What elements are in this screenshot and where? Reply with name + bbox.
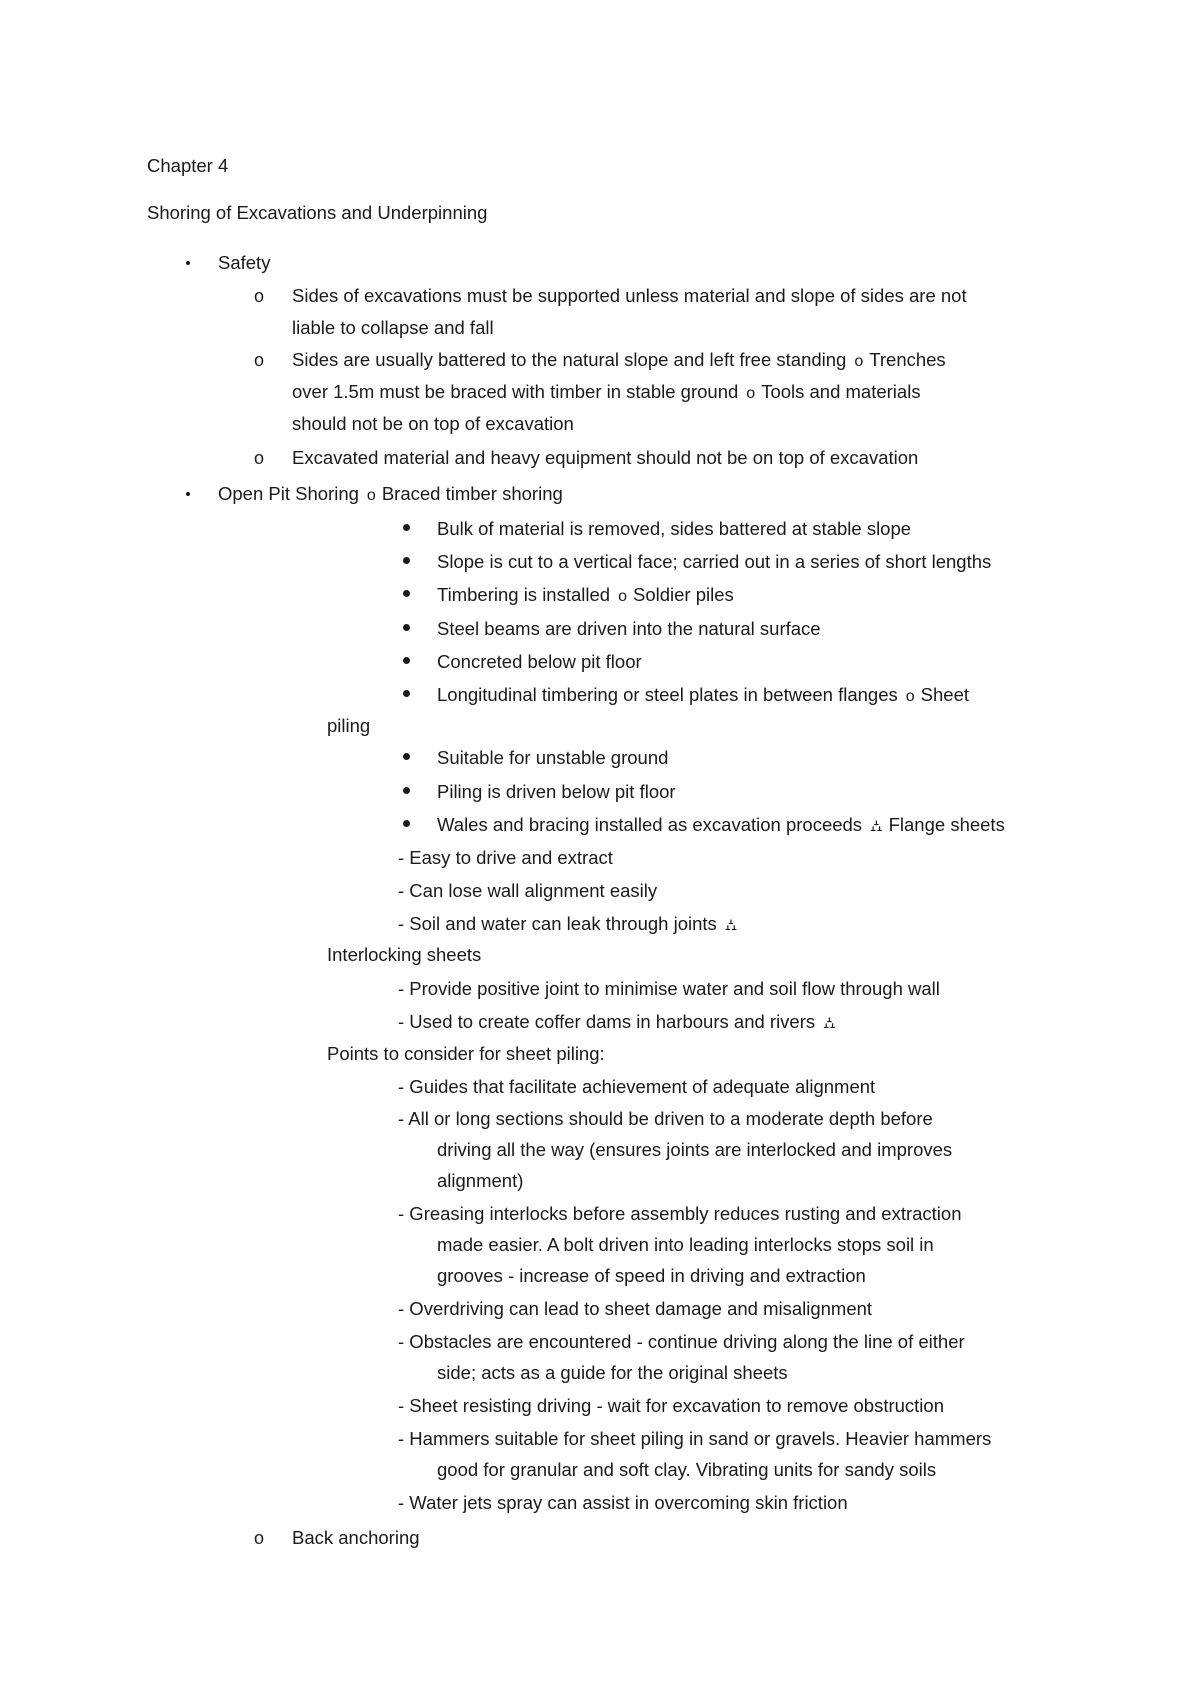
dash-item: - Hammers suitable for sheet piling in sand or gravels. Heavier hammers <box>398 1428 992 1449</box>
list-item-text: - Soil and water can leak through joints <box>398 913 717 934</box>
dash-item: - Easy to drive and extract <box>398 847 613 868</box>
list-item: Concreted below pit floor <box>437 651 642 672</box>
circle-bullet-icon: o <box>618 588 627 605</box>
bullet-icon <box>403 690 410 697</box>
list-item: Suitable for unstable ground <box>437 747 669 768</box>
circle-bullet-icon: o <box>254 286 265 306</box>
list-item <box>437 813 1005 839</box>
dash-item: - Obstacles are encountered - continue driving along the line of either <box>398 1331 965 1352</box>
symbol-bullet-icon: ⛼ <box>724 917 738 934</box>
dash-item-continuation: made easier. A bolt driven into leading interlocks stops soil in <box>437 1234 934 1255</box>
list-item-text: Tools and materials <box>761 381 921 402</box>
circle-bullet-icon: o <box>254 448 265 468</box>
dash-item-continuation: good for granular and soft clay. Vibrating units for sandy soils <box>437 1459 937 1480</box>
list-item: Piling is driven below pit floor <box>437 781 676 802</box>
bullet-icon <box>186 261 190 265</box>
dash-item-continuation: driving all the way (ensures joints are interlocked and improves <box>437 1139 953 1160</box>
list-item-continuation: liable to collapse and fall <box>292 317 494 338</box>
list-item-continuation: should not be on top of excavation <box>292 413 574 434</box>
list-item-continuation <box>292 380 921 406</box>
list-item-text: Trenches <box>869 349 946 370</box>
list-item: Sides of excavations must be supported unless material and slope of sides are not <box>292 285 967 306</box>
dash-item <box>398 912 743 938</box>
list-item: Back anchoring <box>292 1527 420 1548</box>
list-item-text: Sides are usually battered to the natural slope and left free standing <box>292 349 847 370</box>
list-item-continuation: piling <box>327 715 371 736</box>
dash-item: - Overdriving can lead to sheet damage and misalignment <box>398 1298 873 1319</box>
list-item-text: Timbering is installed <box>437 584 611 605</box>
bullet-icon <box>403 624 410 631</box>
dash-item: - Can lose wall alignment easily <box>398 880 658 901</box>
list-item <box>437 583 734 609</box>
dash-item: - Sheet resisting driving - wait for excavation to remove obstruction <box>398 1395 944 1416</box>
list-item-text: over 1.5m must be braced with timber in stable ground <box>292 381 739 402</box>
bullet-icon <box>403 787 410 794</box>
bullet-icon <box>403 524 410 531</box>
list-item: Excavated material and heavy equipment should not be on top of excavation <box>292 447 919 468</box>
bullet-icon <box>403 753 410 760</box>
dash-item: - All or long sections should be driven to a moderate depth before <box>398 1108 933 1129</box>
dash-item: - Water jets spray can assist in overcoming skin friction <box>398 1492 848 1513</box>
list-item-text: Open Pit Shoring <box>218 483 359 504</box>
bullet-icon <box>403 590 410 597</box>
chapter-heading: Chapter 4 <box>147 155 229 176</box>
circle-bullet-icon: o <box>746 385 756 402</box>
subheading: Points to consider for sheet piling: <box>327 1043 605 1064</box>
dash-item-continuation: alignment) <box>437 1170 524 1191</box>
bullet-icon <box>403 820 410 827</box>
list-item: Steel beams are driven into the natural surface <box>437 618 821 639</box>
list-item-text: - Used to create coffer dams in harbours and rivers <box>398 1011 816 1032</box>
list-item-text: Longitudinal timbering or steel plates in between flanges <box>437 684 898 705</box>
dash-item <box>398 1010 842 1036</box>
list-item-text: Soldier piles <box>632 584 734 605</box>
circle-bullet-icon: o <box>254 1528 265 1548</box>
bullet-icon <box>403 657 410 664</box>
subheading: Interlocking sheets <box>327 944 482 965</box>
dash-item: - Greasing interlocks before assembly reduces rusting and extraction <box>398 1203 962 1224</box>
circle-bullet-icon: o <box>366 487 376 504</box>
circle-bullet-icon: o <box>254 350 265 370</box>
dash-item: - Provide positive joint to minimise water and soil flow through wall <box>398 978 940 999</box>
list-item-text: Sheet <box>920 684 970 705</box>
symbol-bullet-icon: ⛼ <box>823 1015 836 1032</box>
list-item: Bulk of material is removed, sides battered at stable slope <box>437 518 912 539</box>
list-item <box>437 683 969 709</box>
list-item-text: Braced timber shoring <box>381 483 563 504</box>
dash-item-continuation: grooves - increase of speed in driving and extraction <box>437 1265 866 1286</box>
circle-bullet-icon: o <box>905 688 915 705</box>
circle-bullet-icon: o <box>854 353 864 370</box>
bullet-icon <box>403 557 410 564</box>
dash-item-continuation: side; acts as a guide for the original sheets <box>437 1362 788 1383</box>
bullet-icon <box>186 492 190 496</box>
list-item: Slope is cut to a vertical face; carried out in a series of short lengths <box>437 551 992 572</box>
list-item-open-pit <box>218 482 563 508</box>
list-item-text: Flange sheets <box>888 814 1005 835</box>
list-item-text: Wales and bracing installed as excavation proceeds <box>437 814 863 835</box>
symbol-bullet-icon: ⛼ <box>870 818 883 835</box>
page-title: Shoring of Excavations and Underpinning <box>147 202 488 223</box>
list-item <box>292 348 946 374</box>
dash-item: - Guides that facilitate achievement of adequate alignment <box>398 1076 876 1097</box>
list-item-safety: Safety <box>218 252 271 273</box>
